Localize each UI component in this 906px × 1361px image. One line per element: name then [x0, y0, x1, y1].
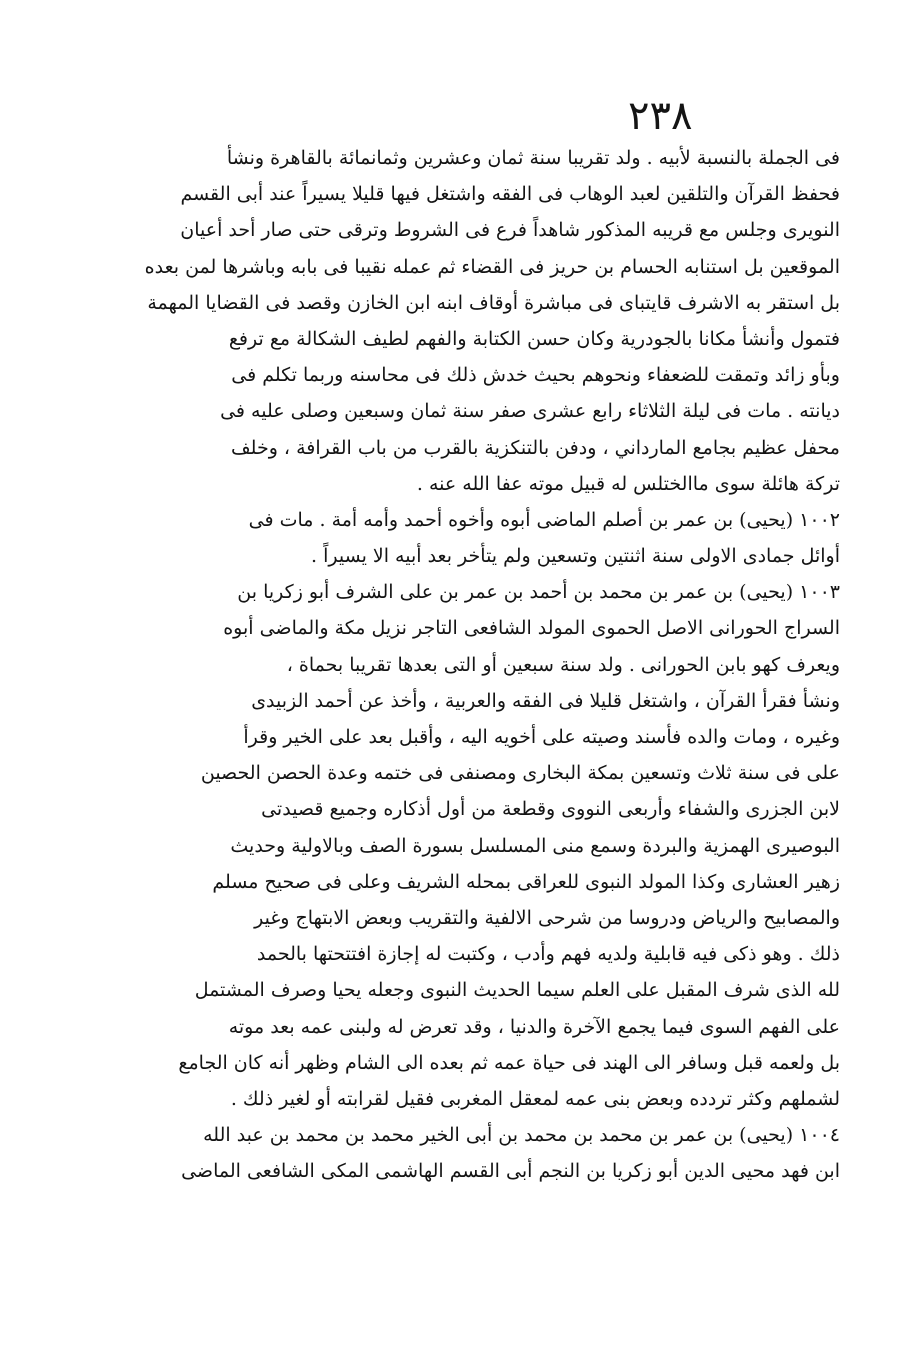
text-line: ونشأ فقرأ القرآن ، واشتغل قليلا فى الفقه والعربية ، وأخذ عن أحمد الزبيدى [251, 689, 840, 712]
text-line: ١٠٠٣ (يحيى) بن عمر بن محمد بن أحمد بن عمر بن على الشرف أبو زكريا بن [237, 581, 840, 604]
text-line: ابن فهد محيى الدين أبو زكريا بن النجم أبى القسم الهاشمى المكى الشافعى الماضى [181, 1160, 840, 1183]
text-line: والمصابيح والرياض ودروسا من شرحى الالفية والتقريب وبعض الابتهاج وغير [254, 906, 840, 929]
text-line: أوائل جمادى الاولى سنة اثنتين وتسعين ولم يتأخر بعد أبيه الا يسيراً . [311, 545, 840, 568]
text-line: فى الجملة بالنسبة لأبيه . ولد تقريبا سنة ثمان وعشرين وثمانمائة بالقاهرة ونشأ [226, 147, 840, 169]
text-line: النويرى وجلس مع قريبه المذكور شاهداً فرع فى الشروط وترقى حتى صار أحد أعيان [180, 219, 840, 242]
text-line: البوصيرى الهمزية والبردة وسمع منى المسلسل بسورة الصف وبالاولية وحديث [230, 834, 840, 857]
text-line: فحفظ القرآن والتلقين لعبد الوهاب فى الفقه واشتغل فيها قليلا يسيراً عند أبى القسم [180, 183, 840, 206]
text-line: لشملهم وكثر تردده وبعض بنى عمه لمعقل المغربى فقيل لقرابته أو لغير ذلك . [230, 1087, 840, 1110]
text-line: زهير العشارى وكذا المولد النبوى للعراقى بمحله الشريف وعلى فى صحيح مسلم [212, 870, 840, 893]
text-line: الموقعين بل استنابه الحسام بن حريز فى القضاء ثم عمله نقيبا فى بابه وباشرها لمن بعده [144, 255, 840, 278]
text-line: ١٠٠٢ (يحيى) بن عمر بن أصلم الماضى أبوه وأخوه أحمد وأمه أمة . مات فى [248, 508, 840, 531]
text-line: وغيره ، ومات والده فأسند وصيته على أخويه اليه ، وأقبل بعد على الخير وقرأ [243, 726, 840, 748]
text-line: على الفهم السوى فيما يجمع الآخرة والدنيا ، وقد تعرض له ولبنى عمه بعد موته [228, 1015, 840, 1038]
text-line: ذلك . وهو ذكى فيه قابلية ولديه فهم وأدب ، وكتبت له إجازة افتتحتها بالحمد [256, 943, 840, 966]
text-line: بل استقر به الاشرف قايتباى فى مباشرة أوقاف ابنه ابن الخازن وقصد فى القضايا المهمة [147, 291, 840, 314]
text-line: على فى سنة ثلاث وتسعين بمكة البخارى ومصنفى فى ختمه وعدة الحصن الحصين [200, 762, 840, 785]
text-line: لابن الجزرى والشفاء وأربعى النووى وقطعة من أول أذكاره وجميع قصيدتى [261, 798, 840, 821]
text-line: محفل عظيم بجامع المارداني ، ودفن بالتنكزية بالقرب من باب القرافة ، وخلف [230, 436, 840, 459]
text-line: تركة هائلة سوى ماالختلس له قبيل موته عفا الله عنه . [416, 472, 840, 495]
text-line: وبأو زائد وتمقت للضعفاء ونحوهم بحيث خدش ذلك فى محاسنه وربما تكلم فى [231, 364, 840, 387]
text-line: فتمول وأنشأ مكانا بالجودرية وكان حسن الكتابة والفهم لطيف الشكالة مع ترفع [228, 327, 840, 350]
text-line: ١٠٠٤ (يحيى) بن عمر بن محمد بن محمد بن أبى الخير محمد بن محمد بن عبد الله [203, 1124, 840, 1147]
text-line: لله الذى شرف المقبل على العلم سيما الحديث النبوى وجعله يحيا وصرف المشتمل [194, 979, 840, 1002]
text-line: السراج الحورانى الاصل الحموى المولد الشافعى التاجر نزيل مكة والماضى أبوه [223, 617, 840, 640]
page-number: ٢٣٨ [628, 93, 693, 139]
text-body [70, 140, 840, 1189]
text-line: ويعرف كهو بابن الحورانى . ولد سنة سبعين أو التى بعدها تقريبا بحماة ، [286, 653, 840, 676]
text-line: ديانته . مات فى ليلة الثلاثاء رابع عشرى صفر سنة ثمان وسبعين وصلى عليه فى [220, 400, 840, 423]
text-line: بل ولعمه قبل وسافر الى الهند فى حياة عمه ثم بعده الى الشام وظهر أنه كان الجامع [178, 1051, 840, 1074]
